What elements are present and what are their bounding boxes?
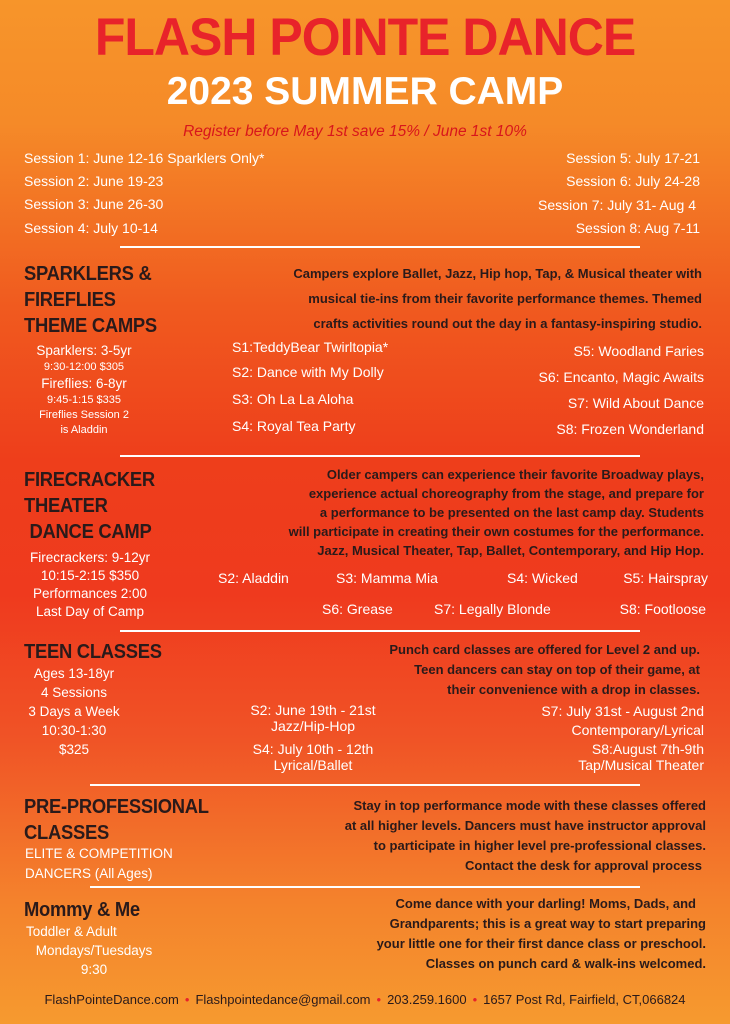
preprof-audience: DANCERS (All Ages) [25,866,153,881]
preprof-description [276,796,706,876]
heading-line: DANCE CAMP [29,521,152,543]
class-style: Lyrical/Ballet [273,757,353,773]
show-s7: S7: Legally Blonde [434,601,551,617]
desc-line: Jazz, Musical Theater, Tap, Ballet, Contemporary, and Hip Hop. [317,543,704,558]
theme-s3: S3: Oh La La Aloha [232,391,354,407]
page-title: FLASH POINTE DANCE [94,7,636,67]
teen-description [260,640,700,700]
separator-dot: • [376,992,382,1007]
sparklers-heading [24,261,208,339]
separator-dot: • [184,992,190,1007]
show-s3: S3: Mamma Mia [336,570,438,586]
page-subtitle: 2023 SUMMER CAMP [166,70,564,113]
class-style: Jazz/Hip-Hop [270,718,356,734]
sparklers-description [222,261,702,336]
desc-line: your little one for their first dance class or preschool. [376,936,706,951]
show-s8: S8: Footloose [619,601,706,617]
desc-line: will participate in creating their own costumes for the performance. [288,524,704,539]
preprof-audience: ELITE & COMPETITION [25,846,173,861]
teen-info [14,664,134,759]
email-link[interactable]: Flashpointedance@gmail.com [195,992,371,1007]
desc-line: Classes on punch card & walk-ins welcomed. [425,956,706,971]
desc-line: Teen dancers can stay on top of their game, at [414,662,700,677]
session-6: Session 6: July 24-28 [566,173,700,189]
firecracker-time: 10:15-2:15 $350 [40,568,140,583]
teen-days: 3 Days a Week [28,704,120,719]
fireflies-note: Fireflies Session 2 [39,409,129,421]
firecracker-performance-day: Last Day of Camp [35,604,145,619]
desc-line: Contact the desk for approval process [465,858,702,873]
theme-s6: S6: Encanto, Magic Awaits [538,369,704,385]
desc-line: to participate in higher level pre-professional classes. [373,838,706,853]
theme-s5: S5: Woodland Faries [573,343,704,359]
preprof-heading [24,794,226,846]
desc-line: Come dance with your darling! Moms, Dads, and [395,896,696,911]
divider [120,455,640,457]
divider [120,630,640,632]
class-date: S4: July 10th - 12th [252,741,374,757]
teen-class-s8 [504,741,704,773]
sparklers-time: 9:30-12:00 $305 [43,361,125,373]
theme-s7: S7: Wild About Dance [567,395,704,411]
class-date: S8:August 7th-9th [591,741,704,757]
desc-line: at all higher levels. Dancers must have instructor approval [344,818,706,833]
heading-line: PRE-PROFESSIONAL [24,796,209,818]
theme-s1: S1:TeddyBear Twirltopia* [232,339,389,355]
show-s4: S4: Wicked [507,570,578,586]
desc-line: Punch card classes are offered for Level 2 and up. [389,642,700,657]
teen-sessions: 4 Sessions [40,685,108,700]
sparklers-info [14,342,154,438]
desc-line: a performance to be presented on the last camp day. Students [319,505,704,520]
fireflies-time: 9:45-1:15 $335 [46,394,121,406]
desc-line: Grandparents; this is a great way to start preparing [389,916,706,931]
session-2: Session 2: June 19-23 [24,173,164,189]
teen-class-s2 [238,702,388,734]
desc-line: musical tie-ins from their favorite performance themes. Themed [308,291,702,306]
session-8: Session 8: Aug 7-11 [575,220,700,236]
session-1: Session 1: June 12-16 Sparklers Only* [24,150,265,166]
register-discount-note: Register before May 1st save 15% / June 1st 10% [183,123,527,140]
class-style: Contemporary/Lyrical [571,722,704,738]
teen-class-s4 [238,741,388,773]
divider [90,784,640,786]
show-s2: S2: Aladdin [218,570,289,586]
firecracker-performance: Performances 2:00 [32,586,148,601]
desc-line: their convenience with a drop in classes. [447,682,700,697]
class-date: S7: July 31st - August 2nd [541,703,704,719]
mommy-description [286,894,706,974]
address: 1657 Post Rd, Fairfield, CT,066824 [483,992,686,1007]
desc-line: Older campers can experience their favorite Broadway plays, [326,467,704,482]
firecracker-description [244,465,704,560]
desc-line: Campers explore Ballet, Jazz, Hip hop, Tap, & Musical theater with [293,266,702,281]
firecracker-info [14,549,166,621]
teen-price: $325 [58,742,90,757]
teen-age: Ages 13-18yr [33,666,115,681]
firecracker-heading [24,467,208,545]
teen-class-s7 [504,702,704,740]
session-7: Session 7: July 31- Aug 4 [538,197,696,213]
preprof-info [25,844,225,884]
theme-s4: S4: Royal Tea Party [232,418,356,434]
theme-s8: S8: Frozen Wonderland [556,421,704,437]
desc-line: Stay in top performance mode with these classes offered [353,798,706,813]
firecracker-age: Firecrackers: 9-12yr [29,550,151,565]
divider [90,886,640,888]
teen-time: 10:30-1:30 [41,723,107,738]
session-3: Session 3: June 26-30 [24,196,164,212]
mommy-heading: Mommy & Me [24,899,140,921]
heading-line: THEME CAMPS [24,315,157,337]
mommy-days: Mondays/Tuesdays [35,943,153,958]
fireflies-note: is Aladdin [60,424,108,436]
class-style: Tap/Musical Theater [578,757,704,773]
divider [120,246,640,248]
desc-line: crafts activities round out the day in a fantasy-inspiring studio. [313,316,702,331]
desc-line: experience actual choreography from the stage, and prepare for [308,486,704,501]
teen-heading: TEEN CLASSES [24,641,162,663]
phone-number[interactable]: 203.259.1600 [387,992,467,1007]
theme-s2: S2: Dance with My Dolly [232,364,384,380]
footer-contact [0,992,730,1007]
heading-line: SPARKLERS & [24,263,152,285]
heading-line: THEATER [24,495,108,517]
mommy-time: 9:30 [80,962,108,977]
heading-line: FIRECRACKER [24,469,155,491]
website-link[interactable]: FlashPointeDance.com [44,992,179,1007]
show-s5: S5: Hairspray [623,570,708,586]
separator-dot: • [472,992,478,1007]
heading-line: CLASSES [24,822,109,844]
session-5: Session 5: July 17-21 [566,150,700,166]
show-s6: S6: Grease [322,601,393,617]
session-4: Session 4: July 10-14 [24,220,158,236]
class-date: S2: June 19th - 21st [250,702,376,718]
heading-line: FIREFLIES [24,289,116,311]
mommy-audience: Toddler & Adult [26,924,117,939]
mommy-info [14,922,174,979]
sparklers-age: Sparklers: 3-5yr [36,343,132,358]
fireflies-age: Fireflies: 6-8yr [41,376,127,391]
